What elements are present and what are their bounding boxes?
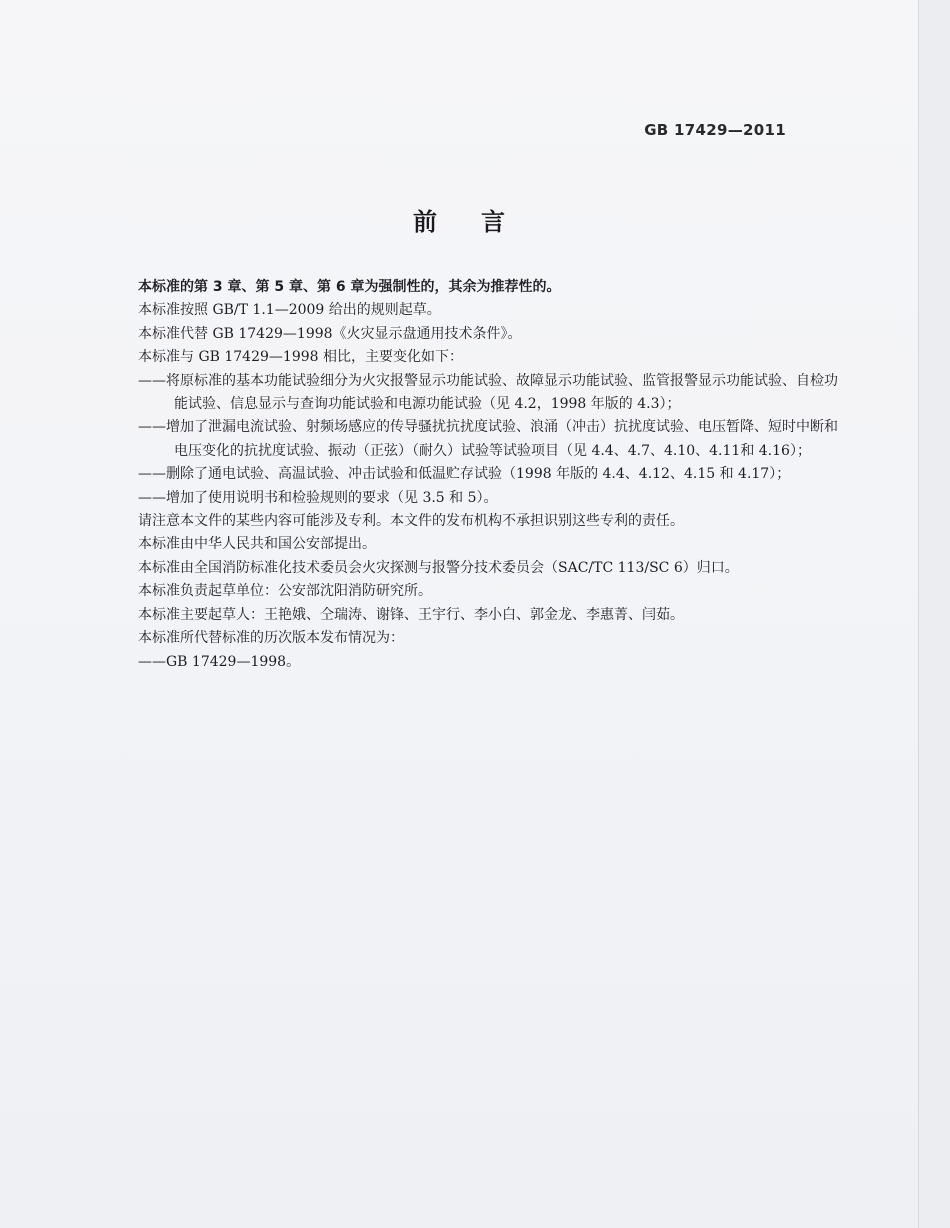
page-title: 前言 — [413, 208, 549, 236]
mandatory-clause-paragraph: 本标准的第 3 章、第 5 章、第 6 章为强制性的，其余为推荐性的。 — [138, 279, 561, 295]
committee-paragraph: 本标准由全国消防标准化技术委员会火灾探测与报警分技术委员会（SAC/TC 113/SC 6）归口。 — [138, 559, 739, 576]
change-item: ——将原标准的基本功能试验细分为火灾报警显示功能试验、故障显示功能试验、监管报警显示功能试验、自检功能试验、信息显示与查询功能试验和电源功能试验（见 4.2，1998 年版的 4.3）； — [138, 372, 838, 413]
change-item: ——删除了通电试验、高温试验、冲击试验和低温贮存试验（1998 年版的 4.4、4.12、4.15 和 4.17）； — [138, 466, 791, 483]
changes-intro-paragraph: 本标准与 GB 17429—1998 相比，主要变化如下： — [138, 349, 463, 366]
standard-number: GB 17429—2011 — [644, 121, 786, 139]
proposer-paragraph: 本标准由中华人民共和国公安部提出。 — [138, 536, 376, 553]
drafters-paragraph: 本标准主要起草人：王艳娥、仝瑞涛、谢锋、王宇行、李小白、郭金龙、李惠菁、闫茹。 — [138, 606, 684, 623]
history-item: ——GB 17429—1998。 — [138, 653, 301, 670]
replaces-paragraph: 本标准代替 GB 17429—1998《火灾显示盘通用技术条件》。 — [138, 325, 522, 342]
foreword-body — [138, 276, 838, 674]
change-item: ——增加了使用说明书和检验规则的要求（见 3.5 和 5）。 — [138, 489, 498, 506]
drafting-unit-paragraph: 本标准负责起草单位：公安部沈阳消防研究所。 — [138, 583, 432, 600]
history-intro-paragraph: 本标准所代替标准的历次版本发布情况为： — [138, 630, 404, 647]
drafting-rules-paragraph: 本标准按照 GB/T 1.1—2009 给出的规则起草。 — [138, 302, 441, 319]
change-item: ——增加了泄漏电流试验、射频场感应的传导骚扰抗扰度试验、浪涌（冲击）抗扰度试验、电压暂降、短时中断和电压变化的抗扰度试验、振动（正弦）（耐久）试验等试验项目（见 4.4、4.7、4.10、4.11和 4.16）； — [138, 419, 838, 459]
patent-notice-paragraph: 请注意本文件的某些内容可能涉及专利。本文件的发布机构不承担识别这些专利的责任。 — [138, 513, 684, 530]
